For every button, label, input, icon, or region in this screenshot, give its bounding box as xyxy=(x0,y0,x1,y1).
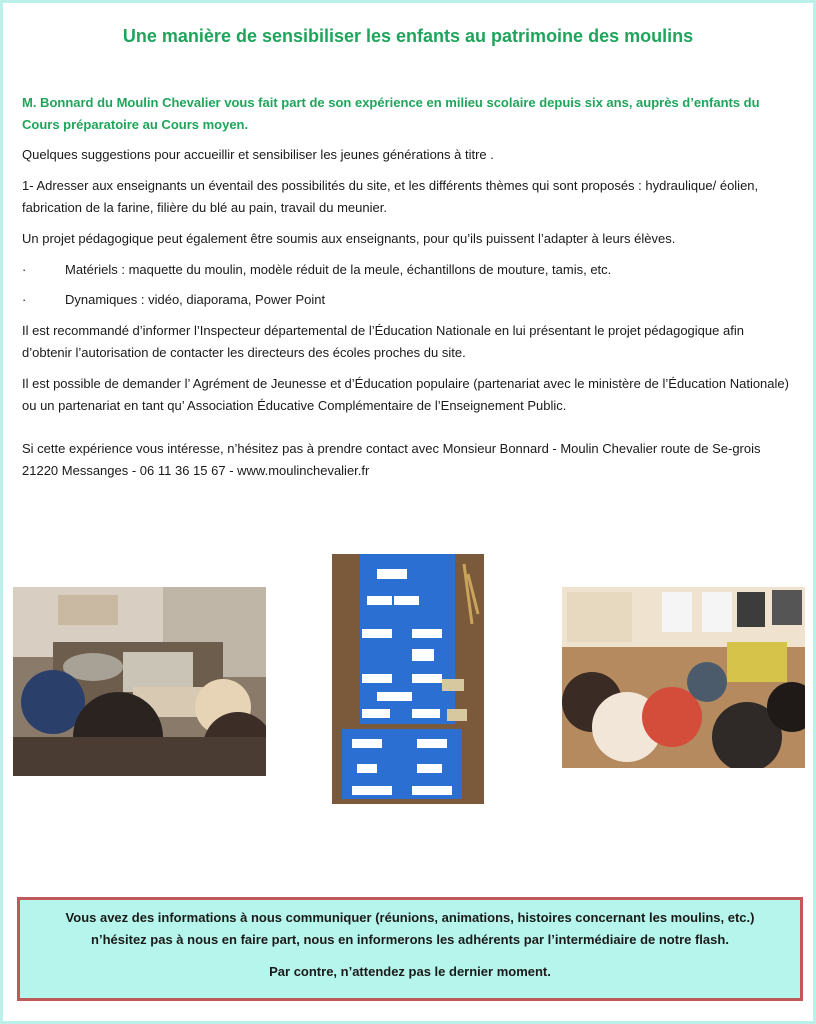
bullet-mark: · xyxy=(22,262,27,277)
paragraph-contact: Si cette expérience vous intéresse, n’hésitez pas à prendre contact avec Monsieur Bonnard - Moulin Chevalier route de Se-grois 21220 Messanges - 06 11 36 15 67 - www.moulinchevalier.fr xyxy=(22,441,761,478)
paragraph-themes: 1- Adresser aux enseignants un éventail des possibilités du site, et les différents thèmes qui sont proposés : hydraulique/ éolien, fabrication de la farine, filière du blé au pain, travail du meunier. xyxy=(22,178,759,215)
notice-line-2: n’hésitez pas à nous en faire part, nous en informerons les adhérents par l’intermédiaire de notre flash. xyxy=(91,932,729,947)
notice-line-3: Par contre, n’attendez pas le dernier moment. xyxy=(269,964,551,979)
photo-wheat-board xyxy=(332,554,484,804)
bullet-mark: · xyxy=(22,292,27,307)
bullet-dynamics: Dynamiques : vidéo, diaporama, Power Point xyxy=(65,292,326,307)
intro-paragraph: M. Bonnard du Moulin Chevalier vous fait part de son expérience en milieu scolaire depuis six ans, auprès d’enfants du Cours préparatoire au Cours moyen. xyxy=(22,95,760,132)
paragraph-project: Un projet pédagogique peut également être soumis aux enseignants, pour qu’ils puissent l’adapter à leurs élèves. xyxy=(22,231,676,246)
photo-children-exhibition xyxy=(562,587,805,768)
paragraph-agreement: Il est possible de demander l’ Agrément de Jeunesse et d’Éducation populaire (partenariat avec le ministère de l’Éducation Nationale) ou un partenariat en tant qu’ Association Éducative Complémentaire de l’Enseignement Public. xyxy=(22,376,789,413)
page-title: Une manière de sensibiliser les enfants au patrimoine des moulins xyxy=(122,26,694,46)
paragraph-inspector: Il est recommandé d’informer l’Inspecteur départemental de l’Éducation Nationale en lui présentant le projet pédagogique afin d’obtenir l’autorisation de contacter les directeurs des écoles proches du site. xyxy=(22,323,744,360)
notice-box xyxy=(17,897,803,1001)
bullet-materials: Matériels : maquette du moulin, modèle réduit de la meule, échantillons de mouture, tamis, etc. xyxy=(65,262,612,277)
notice-line-1: Vous avez des informations à nous communiquer (réunions, animations, histoires concernant les moulins, etc.) xyxy=(65,910,755,925)
paragraph-suggestions: Quelques suggestions pour accueillir et sensibiliser les jeunes générations à titre . xyxy=(22,147,494,162)
photo-children-mill-model xyxy=(13,587,266,776)
